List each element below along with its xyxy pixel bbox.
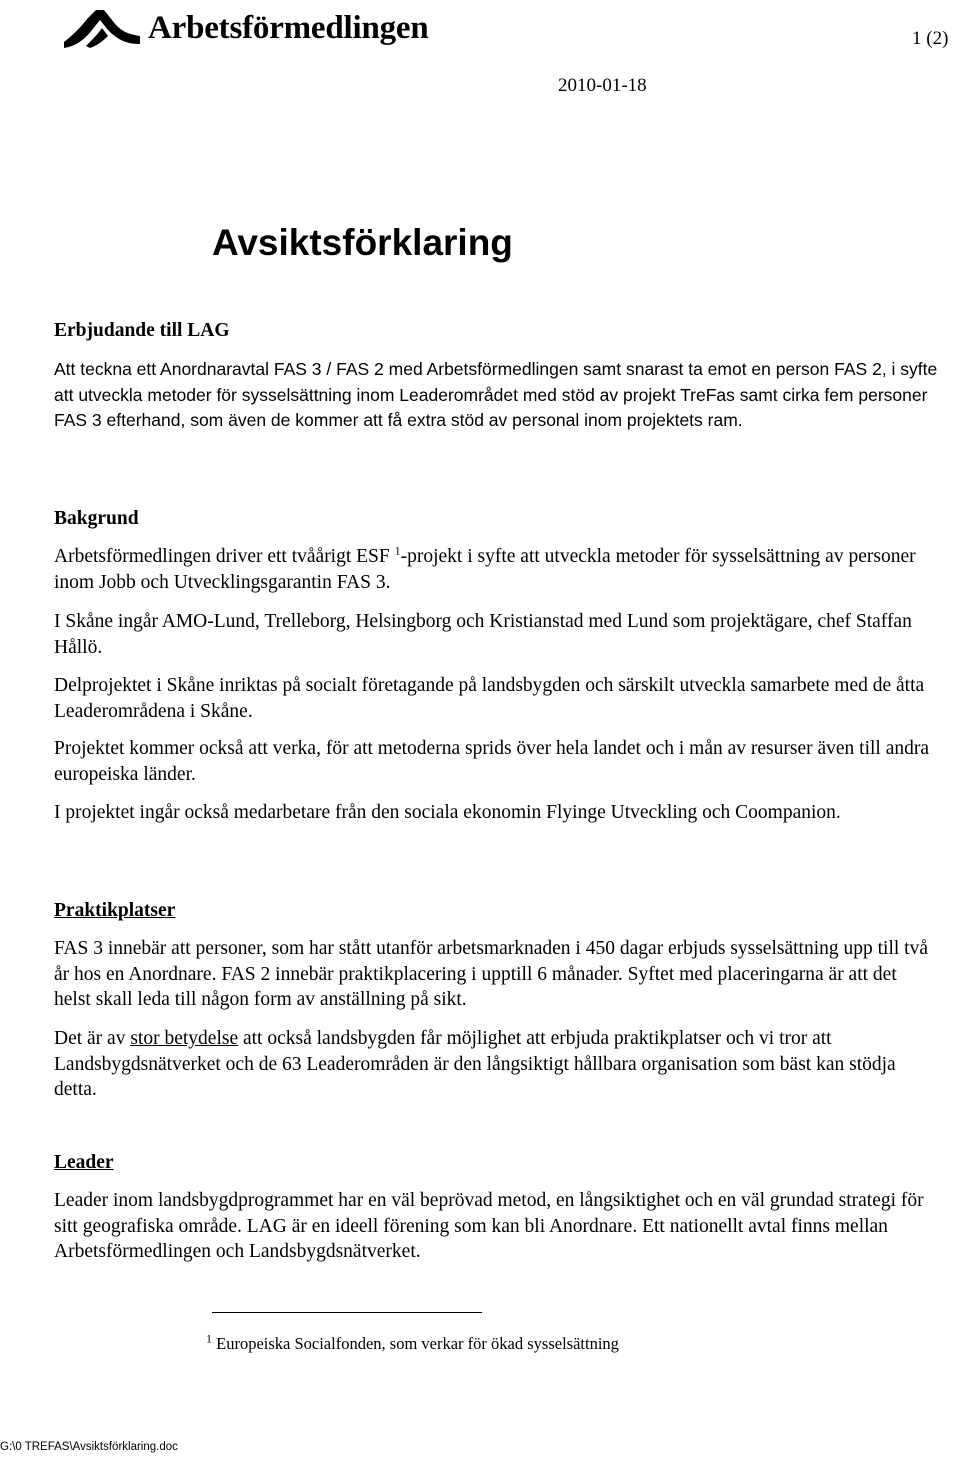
footnote-number: 1 bbox=[206, 1331, 212, 1346]
heading-offer: Erbjudande till LAG bbox=[54, 320, 230, 341]
footnote-separator bbox=[212, 1312, 482, 1313]
paragraph-background-1 bbox=[54, 544, 938, 595]
paragraph-internships-2-end: att också landsbygden får möjlighet att erbjuda praktikplatser och vi tror att Landsbygdsnätverket och de 63 Leaderområden är den långsiktigt hållbara organisation som bäst kan stödja detta. bbox=[54, 1028, 896, 1100]
paragraph-offer: Att teckna ett Anordnaravtal FAS 3 / FAS 2 med Arbetsförmedlingen samt snarast ta emot en person FAS 2, i syfte att utveckla metoder för sysselsättning inom Leaderområdet med stöd av projekt TreFas samt cirka fem personer FAS 3 efterhand, som även de kommer att få extra stöd av personal inom projektets ram. bbox=[54, 359, 938, 430]
heading-background: Bakgrund bbox=[54, 508, 139, 529]
page-number: 1 (2) bbox=[912, 28, 949, 49]
footnote-reference: 1 bbox=[394, 543, 401, 558]
document-title: Avsiktsförklaring bbox=[212, 222, 513, 263]
file-path-footer: G:\0 TREFAS\Avsiktsförklaring.doc bbox=[0, 1441, 178, 1453]
paragraph-internships-1: FAS 3 innebär att personer, som har stått utanför arbetsmarknaden i 450 dagar erbjuds sysselsättning upp till två år hos en Anordnare. FAS 2 innebär praktikplacering i upptill 6 månader. Syftet med placeringarna är att det helst skall leda till någon form av anställning på sikt. bbox=[54, 938, 928, 1010]
emphasis-stor-betydelse: stor betydelse bbox=[130, 1028, 239, 1049]
paragraph-background-1-start: Arbetsförmedlingen driver ett tvåårigt ESF bbox=[54, 546, 390, 567]
document-date: 2010-01-18 bbox=[558, 75, 647, 96]
heading-internships: Praktikplatser bbox=[54, 900, 176, 921]
paragraph-background-2: I Skåne ingår AMO-Lund, Trelleborg, Helsingborg och Kristianstad med Lund som projektägare, chef Staffan Hållö. bbox=[54, 611, 912, 658]
footnote bbox=[206, 1331, 619, 1354]
paragraph-background-3: Delprojektet i Skåne inriktas på socialt företagande på landsbygden och särskilt utveckla samarbete med de åtta Leaderområdena i Skåne. bbox=[54, 675, 925, 722]
footnote-text: Europeiska Socialfonden, som verkar för ökad sysselsättning bbox=[216, 1334, 619, 1353]
heading-leader: Leader bbox=[54, 1152, 114, 1173]
arbetsformedlingen-logo-icon bbox=[62, 6, 142, 50]
paragraph-background-1-end: -projekt i syfte att utveckla metoder för sysselsättning av personer inom Jobb och Utvecklingsgarantin FAS 3. bbox=[54, 546, 916, 593]
paragraph-background-5: I projektet ingår också medarbetare från den sociala ekonomin Flyinge Utveckling och Coompanion. bbox=[54, 802, 841, 823]
paragraph-internships-2-start: Det är av bbox=[54, 1028, 131, 1049]
paragraph-internships-2 bbox=[54, 1026, 938, 1103]
logo-text: Arbetsförmedlingen bbox=[148, 9, 429, 46]
paragraph-background-4: Projektet kommer också att verka, för att metoderna sprids över hela landet och i mån av resurser även till andra europeiska länder. bbox=[54, 738, 930, 785]
logo bbox=[62, 6, 429, 50]
paragraph-leader: Leader inom landsbygdprogrammet har en väl beprövad metod, en långsiktighet och en väl grundad strategi för sitt geografiska område. LAG är en ideell förening som kan bli Anordnare. Ett nationellt avtal finns mellan Arbetsförmedlingen och Landsbygdsnätverket. bbox=[54, 1190, 924, 1262]
